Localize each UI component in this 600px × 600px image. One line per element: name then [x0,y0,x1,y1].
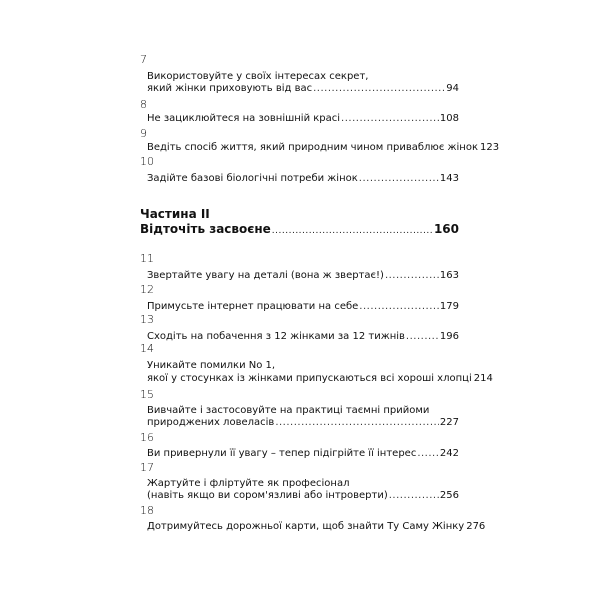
chapter-title-line: природжених ловеласів [147,417,275,428]
toc-entry [147,112,459,125]
toc-entry [147,269,459,282]
dot-leader [359,300,439,313]
toc-entry [147,82,459,95]
page-number: 242 [439,448,459,459]
chapter-title-line: Ви привернули її увагу – тепер підігрійте її інтерес [147,448,417,459]
page-number: 163 [439,270,459,281]
page-number: 143 [439,173,459,184]
chapter-title-line: якої у стосунках із жінками припускаються всі хороші хлопці [147,373,472,384]
chapter-number: 15 [140,388,154,401]
page-number: 94 [446,83,459,94]
chapter-title-line: Дотримуйтесь дорожньої карти, щоб знайти Ту Саму Жінку [147,521,465,532]
part-label: Частина II [140,207,210,221]
chapter-number: 7 [140,53,147,66]
chapter-number: 16 [140,431,154,444]
toc-entry [147,172,459,185]
toc-entry [147,489,459,502]
chapter-number: 12 [140,283,154,296]
chapter-number: 14 [140,342,154,355]
chapter-title-line: Жартуйте і фліртуйте як професіонал [147,478,350,489]
chapter-title-line: Не зациклюйтеся на зовнішній красі [147,113,341,124]
page-number: 108 [439,113,459,124]
toc-entry [147,520,486,533]
chapter-title-line: Використовуйте у своїх інтересах секрет, [147,71,369,82]
chapter-title-line: Уникайте помилки No 1, [147,360,276,371]
toc-entry [147,416,459,429]
toc-entry [147,447,459,460]
page-number: 214 [473,373,493,384]
toc-entry [147,141,500,154]
chapter-title-line: який жінки приховують від вас [147,83,313,94]
dot-leader [275,416,439,429]
chapter-title-line: Звертайте увагу на деталі (вона ж звертає!) [147,270,384,281]
dot-leader [385,269,439,282]
toc-entry [147,330,459,343]
chapter-title-line: Примусьте інтернет працювати на себе [147,301,359,312]
page-number: 227 [439,417,459,428]
dot-leader [389,489,439,502]
dot-leader [272,224,433,238]
chapter-title-line: Вивчайте і застосовуйте на практиці таємні прийоми [147,405,430,416]
page-number: 123 [480,142,500,153]
page-number: 276 [466,521,486,532]
chapter-title-line: Задійте базові біологічні потреби жінок [147,173,358,184]
toc-entry [147,372,493,385]
dot-leader [406,330,439,343]
chapter-title-line: Сходіть на побачення з 12 жінками за 12 тижнів [147,331,405,342]
dot-leader [313,82,445,95]
page-number: 256 [439,490,459,501]
chapter-number: 18 [140,504,154,517]
dot-leader [341,112,439,125]
dot-leader [417,447,439,460]
part-entry [140,222,459,238]
chapter-number: 17 [140,461,154,474]
part-title: Відточіть засвоєне [140,222,271,236]
toc-entry [147,300,459,313]
chapter-number: 13 [140,313,154,326]
chapter-title-line: (навіть якщо ви сором'язливі або інтроверти) [147,490,388,501]
page-number: 196 [439,331,459,342]
dot-leader [359,172,439,185]
chapter-number: 10 [140,155,154,168]
chapter-title-line: Ведіть спосіб життя, який природним чином приваблює жінок [147,142,478,153]
chapter-number: 9 [140,127,147,140]
chapter-number: 8 [140,98,147,111]
page-number: 160 [433,222,459,236]
page-number: 179 [439,301,459,312]
chapter-number: 11 [140,252,154,265]
